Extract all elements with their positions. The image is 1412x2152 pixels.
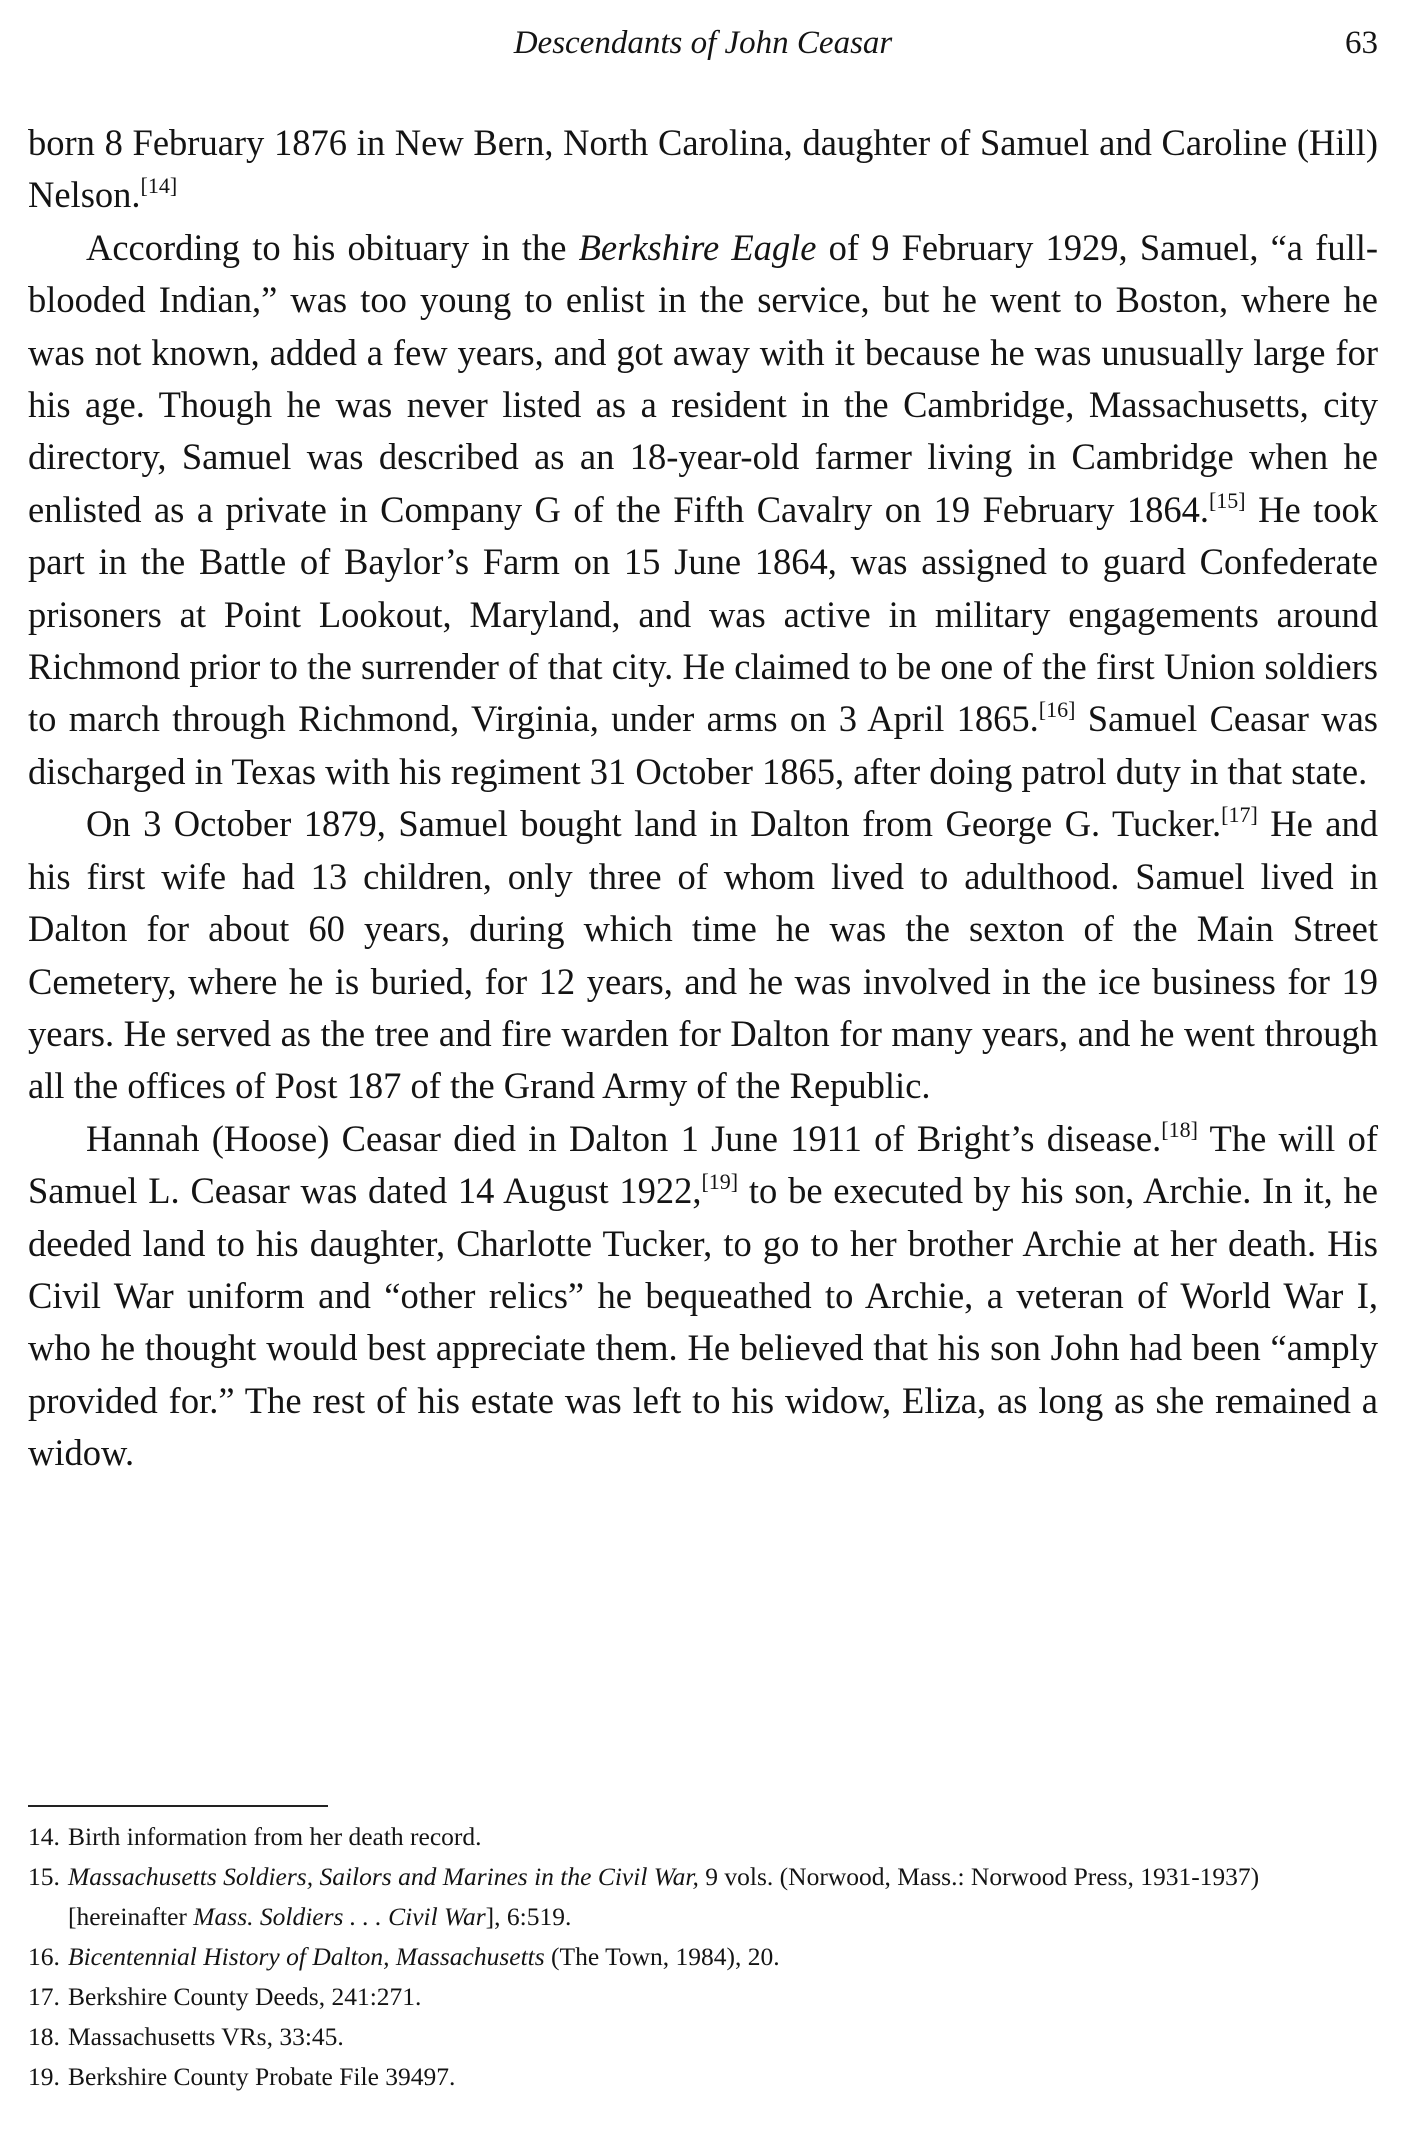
book-title: Massachusetts Soldiers, Sailors and Marines in the Civil War,	[68, 1862, 699, 1891]
text-run: Birth information from her death record.	[68, 1822, 482, 1851]
book-title: Bicentennial History of Dalton, Massachusetts	[68, 1942, 545, 1971]
page-number: 63	[1345, 25, 1378, 61]
footnote-ref: [17]	[1221, 802, 1258, 828]
text-run: 9 vols. (Norwood, Mass.: Norwood Press, 1931-1937) [hereinafter	[68, 1862, 1260, 1931]
footnotes	[28, 1817, 1378, 2097]
text-run: The will of Samuel L. Ceasar was dated 14 August 1922,	[28, 1117, 1378, 1212]
text-run: He took part in the Battle of Baylor’s Farm on 15 June 1864, was assigned to guard Confederate prisoners at Point Lookout, Maryland, and was active in military engagements around Richmond prior to the surrender of that city. He claimed to be one of the first Union soldiers to march through Richmond, Virginia, under arms on 3 April 1865.	[28, 488, 1378, 740]
footnote	[28, 2057, 1378, 2097]
paragraph	[28, 798, 1378, 1112]
text-run: ], 6:519.	[485, 1902, 572, 1931]
document-page	[28, 0, 1378, 2152]
paragraph	[28, 1113, 1378, 1480]
footnote-text	[68, 1817, 1378, 1857]
text-run: Samuel Ceasar was discharged in Texas with his regiment 31 October 1865, after doing patrol duty in that state.	[28, 698, 1378, 792]
text-run: to be executed by his son, Archie. In it, he deeded land to his daughter, Charlotte Tucker, to go to her brother Archie at her death. His Civil War uniform and “other relics” he bequeathed to Archie, a veteran of World War I, who he thought would best appreciate them. He believed that his son John had been “amply provided for.” The rest of his estate was left to his widow, Eliza, as long as she remained a widow.	[28, 1170, 1378, 1474]
footnote-ref: [15]	[1208, 487, 1246, 513]
footnote	[28, 1817, 1378, 1857]
text-run: Berkshire County Deeds, 241:271.	[68, 1982, 422, 2011]
footnote	[28, 1857, 1378, 1937]
footnote	[28, 2017, 1378, 2057]
text-run: born 8 February 1876 in New Bern, North Carolina, daughter of Samuel and Caroline (Hill) Nelson.	[28, 122, 1378, 216]
footnote-ref: [14]	[140, 173, 178, 199]
footnote-text	[68, 2057, 1378, 2097]
footnote-number: 17.	[28, 1982, 60, 2011]
body-text	[28, 117, 1378, 1480]
paragraph	[28, 117, 1378, 222]
footnote-ref: [19]	[701, 1169, 739, 1195]
text-run: Massachusetts VRs, 33:45.	[68, 2022, 344, 2051]
footnote-number: 19.	[28, 2062, 60, 2091]
footnote-text	[68, 2017, 1378, 2057]
footnote	[28, 1977, 1378, 2017]
footnote-divider	[28, 1805, 328, 1807]
footnote-number: 18.	[28, 2022, 60, 2051]
running-title: Descendants of John Ceasar	[513, 25, 893, 61]
newspaper-title: Berkshire Eagle	[578, 226, 817, 268]
paragraph	[28, 222, 1378, 798]
footnote-number: 16.	[28, 1942, 60, 1971]
footnote-text	[68, 1937, 1378, 1977]
text-run: According to his obituary in the	[86, 226, 579, 268]
running-head	[28, 20, 1378, 70]
book-title: Mass. Soldiers . . . Civil War	[193, 1902, 486, 1931]
text-run: Berkshire County Probate File 39497.	[68, 2062, 456, 2091]
footnote-number: 14.	[28, 1822, 60, 1851]
footnote-text	[68, 1857, 1378, 1937]
footnote-ref: [18]	[1161, 1116, 1198, 1142]
footnote-number: 15.	[28, 1862, 60, 1891]
footnote-ref: [16]	[1038, 697, 1076, 723]
text-run: He and his first wife had 13 children, only three of whom lived to adulthood. Samuel lived in Dalton for about 60 years, during which time he was the sexton of the Main Street Cemetery, where he is buried, for 12 years, and he was involved in the ice business for 19 years. He served as the tree and fire warden for Dalton for many years, and he went through all the offices of Post 187 of the Grand Army of the Republic.	[28, 803, 1378, 1107]
footnote	[28, 1937, 1378, 1977]
text-run: of 9 February 1929, Samuel, “a full-blooded Indian,” was too young to enlist in the service, but he went to Boston, where he was not known, added a few years, and got away with it because he was unusually large for his age. Though he was never listed as a resident in the Cambridge, Massachusetts, city directory, Samuel was described as an 18-year-old farmer living in Cambridge when he enlisted as a private in Company G of the Fifth Cavalry on 19 February 1864.	[28, 226, 1379, 530]
footnote-text	[68, 1977, 1378, 2017]
text-run: Hannah (Hoose) Ceasar died in Dalton 1 June 1911 of Bright’s disease.	[86, 1117, 1162, 1159]
text-run: (The Town, 1984), 20.	[544, 1942, 780, 1971]
text-run: On 3 October 1879, Samuel bought land in Dalton from George G. Tucker.	[86, 803, 1222, 845]
